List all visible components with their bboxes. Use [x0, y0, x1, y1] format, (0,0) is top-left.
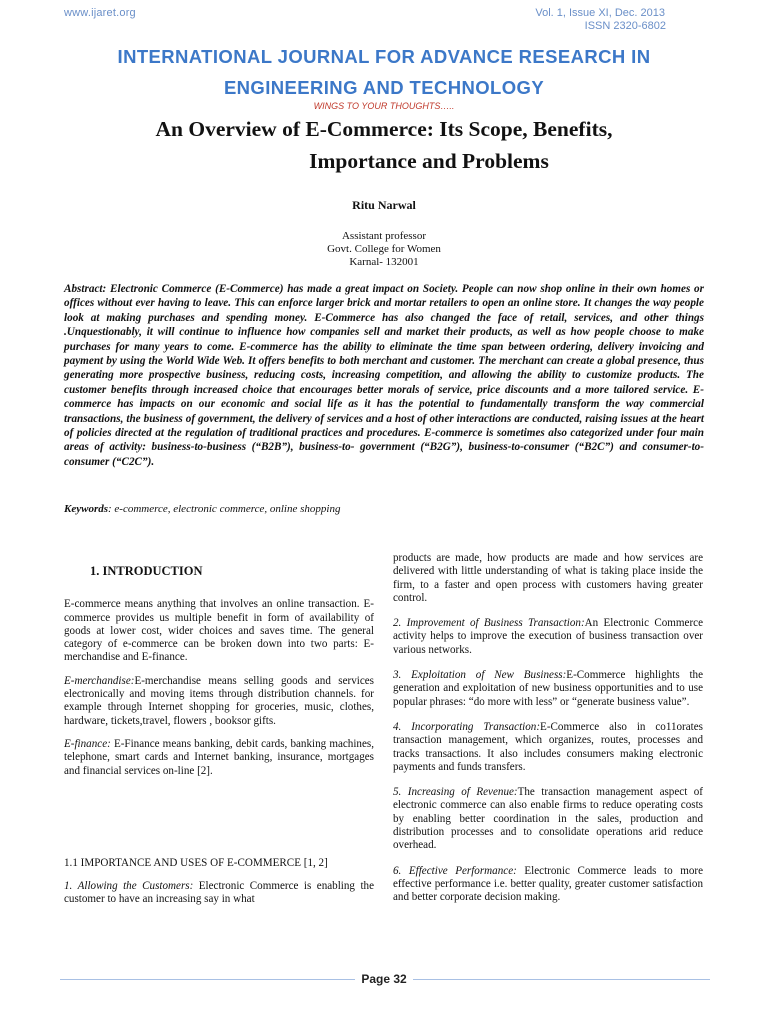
left-column — [64, 552, 374, 917]
author-affiliation — [0, 230, 768, 269]
item5-text: The transaction management aspect of electronic commerce can also enable firms to reduce operating costs by enabling better coordination in the sales, production and distribution processes and to consolidate operations arid reduce overhead. — [393, 786, 703, 852]
emerchandise-text: E-merchandise means selling goods and services electronically and moving items through distribution channels. for example through Internet shopping for groceries, music, clothes, hardware, tickets,travel, flowers , booksor gifts. — [64, 674, 374, 727]
affiliation-institution: Govt. College for Women — [327, 243, 441, 255]
column-spacer — [64, 788, 374, 857]
affiliation-position: Assistant professor — [341, 230, 427, 242]
page-footer — [0, 972, 768, 986]
item3-label: 3. Exploitation of New Business: — [393, 669, 567, 682]
list-item — [393, 865, 703, 905]
journal-name — [60, 41, 708, 103]
efinance-paragraph — [64, 738, 374, 778]
keywords — [64, 503, 340, 515]
intro-paragraph: E-commerce means anything that involves an online transaction. E-commerce provides us multiple benefit in form of availability of goods at lower cost, wider choices and saves time. The general category of e-commerce can be broken down into two parts: E-merchandise and E-finance. — [64, 598, 374, 664]
list-item — [393, 721, 703, 774]
abstract: Abstract: Electronic Commerce (E-Commerce) has made a great impact on Society. People can now shop online in their own homes or offices without ever having to leave. This can enforce larger brick and mortar retailers to open an online store. It changes the way people look at making purchases and spending money. E-Commerce has also changed the face of retail, services, and other things .Unquestionably, it will continue to influence how companies sell and market their products, as well as how people choose to make purchases for many years to come. E-commerce has the ability to eliminate the time span between ordering, delivery invoicing and payment by using the World Wide Web. It offers benefits to both merchant and customer. The merchant can create a global presence, thus generating more prospective business, reducing costs, increasing competition, and allowing the ability to customize products. The customer benefits through increased choice that encourages better morals of service, price discounts and a more tailored service. E-commerce has impacts on our economic and social life as it has the potential to fundamentally transform the way commercial transactions, the business of government, the delivery of services and a host of other interactions are conducted, raising issues at the heart of policies directed at the regulation of traditional practices and procedures. E-commerce is sometimes also categorized under four main areas of activity: business-to-business (“B2B”), business-to- government (“B2G”), business-to-consumer (“B2C”) and consumer-to-consumer (“C2C”). — [64, 283, 704, 468]
item5-label: 5. Increasing of Revenue: — [393, 786, 518, 799]
journal-name-line2: ENGINEERING AND TECHNOLOGY — [223, 77, 545, 98]
paper-title-line1: An Overview of E-Commerce: Its Scope, Benefits, — [155, 117, 613, 141]
item1-label: 1. Allowing the Customers: — [64, 880, 194, 893]
journal-website: www.ijaret.org — [64, 7, 136, 19]
item6-label: 6. Effective Performance: — [393, 864, 517, 877]
affiliation-city: Karnal- 132001 — [349, 256, 419, 268]
efinance-text: E-Finance means banking, debit cards, banking machines, telephone, smart cards and Internet banking, insurance, mortgages and financial services on-line [2]. — [64, 737, 374, 777]
item6-text: Electronic Commerce leads to more effective performance i.e. better quality, greater customer satisfaction and better corporate decision making. — [393, 864, 704, 904]
continued-paragraph: products are made, how products are made and how services are delivered with little understanding of what is taking place inside the firm, to a faster and open process with customers having greater control. — [393, 552, 703, 604]
page-number: Page 32 — [355, 972, 412, 986]
paper-title-line2: Importance and Problems — [309, 149, 549, 173]
list-item — [393, 786, 703, 852]
item4-label: 4. Incorporating Transaction: — [393, 720, 541, 733]
list-item — [393, 669, 703, 709]
item1-text: Electronic Commerce is enabling the customer to have an increasing say in what — [64, 880, 374, 906]
journal-name-line1: INTERNATIONAL JOURNAL FOR ADVANCE RESEARCH IN — [117, 46, 651, 67]
efinance-label: E-finance: — [64, 737, 111, 750]
journal-tagline: WINGS TO YOUR THOUGHTS….. — [313, 101, 455, 111]
item4-text: E-Commerce also in co11orates transaction management, which organizes, routes, processes and tracks transactions. It also includes consumers making electronic payments and funds transfers. — [393, 720, 703, 773]
item3-text: E-Commerce highlights the generation and exploitation of new business opportunities and to use popular phrases: “do more with less” or “generate business value”. — [393, 669, 703, 708]
section-heading-introduction: 1. INTRODUCTION — [90, 564, 203, 578]
paper-title — [80, 113, 688, 177]
emerchandise-label: E-merchandise: — [64, 674, 135, 687]
right-column — [393, 552, 703, 917]
item2-label: 2. Improvement of Business Transaction: — [393, 617, 585, 630]
emerchandise-paragraph — [64, 675, 374, 728]
author-name: Ritu Narwal — [352, 198, 416, 212]
list-item — [64, 880, 374, 907]
issn-label: ISSN 2320-6802 — [584, 20, 666, 32]
item2-text: An Electronic Commerce activity helps to improve the execution of business transaction over various networks. — [393, 617, 703, 656]
volume-label: Vol. 1, Issue XI, Dec. 2013 — [535, 7, 665, 19]
keywords-label: Keywords — [64, 503, 108, 515]
keywords-text: : e-commerce, electronic commerce, online shopping — [108, 503, 341, 515]
issue-info — [535, 7, 665, 33]
subsection-heading-importance: 1.1 IMPORTANCE AND USES OF E-COMMERCE [1, 2] — [64, 856, 328, 869]
list-item — [393, 617, 703, 657]
